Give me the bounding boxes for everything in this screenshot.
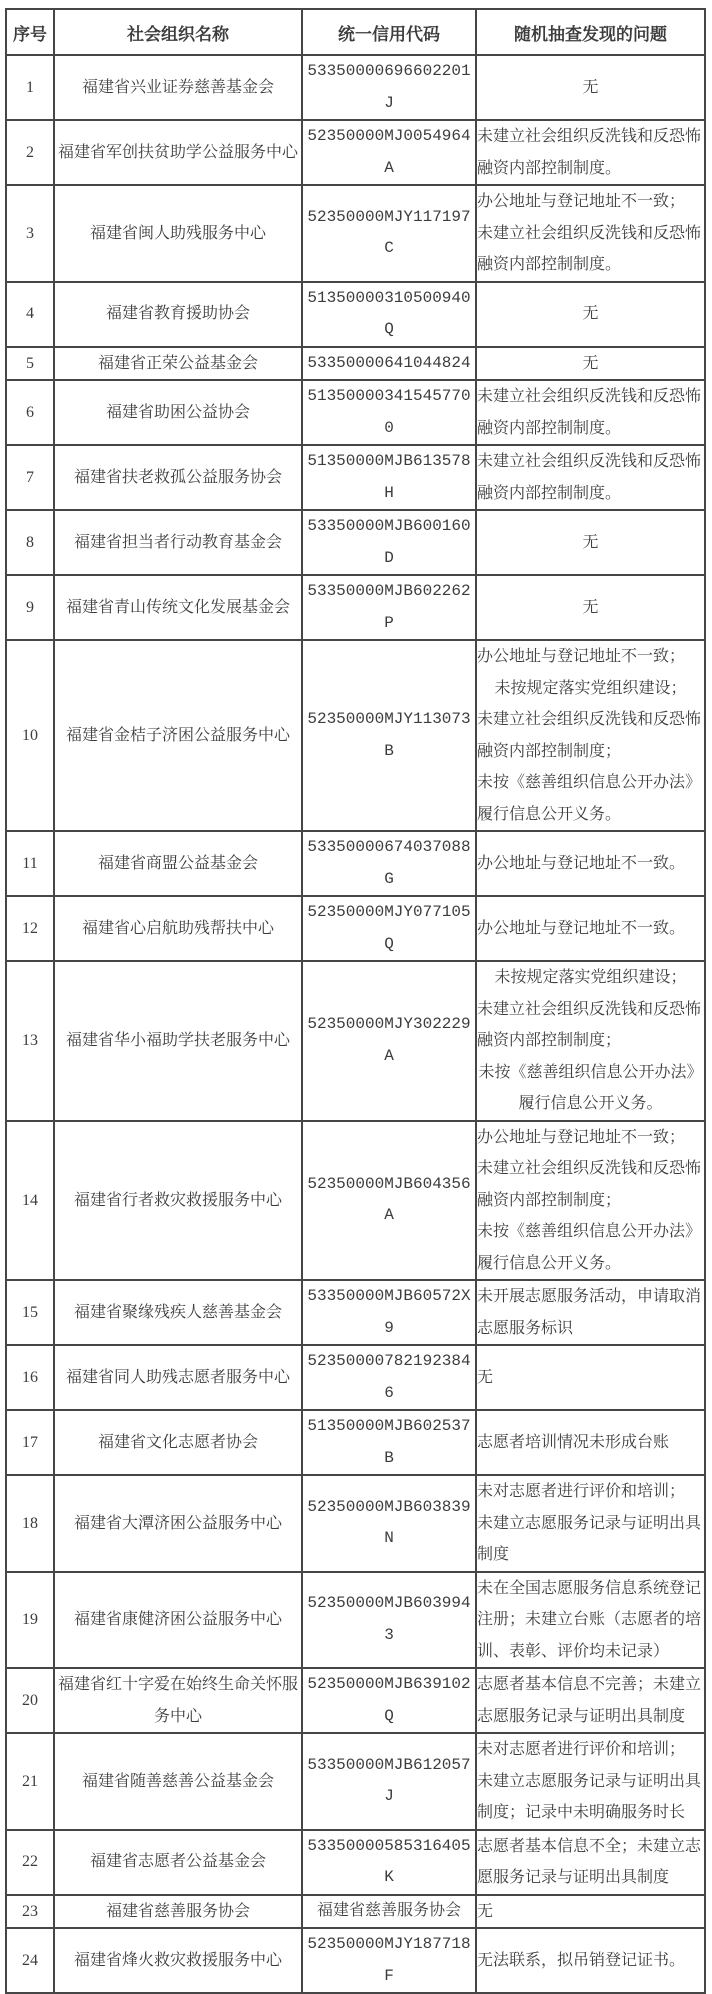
org-name-cell: 福建省闽人助残服务中心: [54, 185, 302, 282]
credit-code-cell: 53350000696602201J: [302, 55, 476, 120]
issue-item: 无: [477, 1902, 494, 1920]
org-name-cell: 福建省教育援助协会: [54, 282, 302, 347]
org-name-cell: 福建省金桔子济困公益服务中心: [54, 640, 302, 831]
index-cell: 18: [6, 1475, 54, 1572]
issue-item: 无: [582, 354, 599, 372]
issue-item: 未按规定落实党组织建设；: [494, 969, 687, 986]
table-row: [6, 1280, 705, 1345]
table-row: [6, 640, 705, 831]
index-cell: 19: [6, 1572, 54, 1669]
issue-item: 无: [582, 305, 599, 323]
credit-code-cell: 53350000MJB612057J: [302, 1733, 476, 1830]
table-row: [6, 55, 705, 120]
issues-cell: [476, 1345, 705, 1410]
issue-item: 未建立社会组织反洗钱和反恐怖融资内部控制制度；: [477, 1000, 702, 1049]
org-name-cell: 福建省助困公益协会: [54, 380, 302, 445]
index-cell: 8: [6, 510, 54, 575]
issues-cell: [476, 1410, 705, 1475]
issues-cell: [476, 961, 705, 1121]
table-row: [6, 1345, 705, 1410]
issue-item: 未建立志愿服务记录与证明出具制度: [477, 1514, 702, 1563]
issues-cell: [476, 831, 705, 896]
issues-cell: [476, 1830, 705, 1895]
table-row: [6, 1928, 705, 1993]
issue-item: 无法联系，拟吊销登记证书。: [477, 1951, 686, 1969]
issue-item: 无: [582, 533, 599, 551]
table-row: [6, 1830, 705, 1895]
index-cell: 10: [6, 640, 54, 831]
issue-item: 办公地址与登记地址不一致；: [477, 1128, 686, 1146]
issue-item: 无: [582, 78, 599, 96]
table-row: [6, 510, 705, 575]
credit-code-cell: 53350000MJB602262P: [302, 575, 476, 640]
issue-item: 未对志愿者进行评价和培训；: [477, 1483, 686, 1500]
header-row: [6, 9, 705, 55]
index-cell: 13: [6, 961, 54, 1121]
org-name-cell: 福建省同人助残志愿者服务中心: [54, 1345, 302, 1410]
issue-item: 志愿者基本信息不全；未建立志愿服务记录与证明出具制度: [477, 1837, 702, 1886]
org-name-cell: 福建省心启航助残帮扶中心: [54, 896, 302, 961]
table-row: [6, 1121, 705, 1281]
index-cell: 20: [6, 1668, 54, 1733]
issue-item: 未建立社会组织反洗钱和反恐怖融资内部控制制度。: [477, 453, 702, 502]
credit-code-cell: 523500007821923846: [302, 1345, 476, 1410]
issues-cell: [476, 1928, 705, 1993]
issue-item: 未建立社会组织反洗钱和反恐怖融资内部控制制度。: [477, 388, 702, 437]
index-cell: 22: [6, 1830, 54, 1895]
org-name-cell: 福建省聚缘残疾人慈善基金会: [54, 1280, 302, 1345]
credit-code-cell: 52350000MJ0054964A: [302, 120, 476, 185]
issue-item: 未按规定落实党组织建设；: [494, 679, 687, 697]
index-cell: 11: [6, 831, 54, 896]
issues-cell: [476, 1280, 705, 1345]
issues-cell: [476, 1475, 705, 1572]
org-name-cell: 福建省大潭济困公益服务中心: [54, 1475, 302, 1572]
credit-code-cell: 51350000MJB613578H: [302, 445, 476, 510]
credit-code-cell: 513500003415457700: [302, 380, 476, 445]
org-name-cell: 福建省行者救灾救援服务中心: [54, 1121, 302, 1281]
credit-code-cell: 52350000MJY302229A: [302, 961, 476, 1121]
org-name-cell: 福建省担当者行动教育基金会: [54, 510, 302, 575]
issue-item: 未建立社会组织反洗钱和反恐怖融资内部控制制度。: [477, 128, 702, 177]
credit-code-cell: 52350000MJY117197C: [302, 185, 476, 282]
issues-cell: [476, 1668, 705, 1733]
org-name-cell: 福建省康健济困公益服务中心: [54, 1572, 302, 1669]
index-cell: 16: [6, 1345, 54, 1410]
index-cell: 21: [6, 1733, 54, 1830]
issues-cell: [476, 55, 705, 120]
issue-item: 未建立社会组织反洗钱和反恐怖融资内部控制制度。: [477, 224, 702, 273]
org-name-cell: 福建省烽火救灾救援服务中心: [54, 1928, 302, 1993]
issue-item: 未建立志愿服务记录与证明出具制度；记录中未明确服务时长: [477, 1772, 702, 1821]
credit-code-cell: 52350000MJB604356A: [302, 1121, 476, 1281]
issue-item: 未在全国志愿服务信息系统登记注册；未建立台账（志愿者的培训、表彰、评价均未记录）: [477, 1579, 702, 1660]
table-row: [6, 1572, 705, 1669]
table-row: [6, 961, 705, 1121]
credit-code-cell: 53350000MJB60572X9: [302, 1280, 476, 1345]
issues-cell: [476, 1733, 705, 1830]
index-cell: 9: [6, 575, 54, 640]
issue-item: 未建立社会组织反洗钱和反恐怖融资内部控制制度；: [477, 1160, 702, 1209]
credit-code-cell: 52350000MJB603839N: [302, 1475, 476, 1572]
credit-code-cell: 福建省慈善服务协会: [302, 1895, 476, 1929]
issue-item: 未按《慈善组织信息公开办法》履行信息公开义务。: [477, 774, 702, 823]
table-row: [6, 347, 705, 381]
index-cell: 7: [6, 445, 54, 510]
credit-code-cell: 53350000641044824: [302, 347, 476, 381]
credit-code-cell: 53350000585316405K: [302, 1830, 476, 1895]
org-name-cell: 福建省兴业证券慈善基金会: [54, 55, 302, 120]
issues-cell: [476, 896, 705, 961]
issue-item: 志愿者基本信息不完善；未建立志愿服务记录与证明出具制度: [477, 1676, 702, 1725]
issues-cell: [476, 510, 705, 575]
index-cell: 24: [6, 1928, 54, 1993]
table-row: [6, 831, 705, 896]
issue-item: 未开展志愿服务活动，申请取消志愿服务标识: [477, 1288, 702, 1337]
table-row: [6, 575, 705, 640]
credit-code-cell: 53350000674037088G: [302, 831, 476, 896]
col-header-credit-code: 统一信用代码: [302, 9, 476, 55]
issues-cell: [476, 640, 705, 831]
org-name-cell: 福建省红十字爱在始终生命关怀服务中心: [54, 1668, 302, 1733]
issue-item: 未按《慈善组织信息公开办法》履行信息公开义务。: [478, 1063, 703, 1112]
table-row: [6, 1410, 705, 1475]
credit-code-cell: 52350000MJY113073B: [302, 640, 476, 831]
issues-cell: [476, 347, 705, 381]
table-row: [6, 185, 705, 282]
issue-item: 志愿者培训情况未形成台账: [477, 1433, 670, 1451]
index-cell: 4: [6, 282, 54, 347]
org-name-cell: 福建省慈善服务协会: [54, 1895, 302, 1929]
issues-cell: [476, 575, 705, 640]
col-header-index: 序号: [6, 9, 54, 55]
index-cell: 15: [6, 1280, 54, 1345]
issue-item: 未按《慈善组织信息公开办法》履行信息公开义务。: [477, 1223, 702, 1272]
org-name-cell: 福建省扶老救孤公益服务协会: [54, 445, 302, 510]
issue-item: 无: [582, 598, 599, 616]
table-body: [6, 55, 705, 1993]
table-row: [6, 282, 705, 347]
org-name-cell: 福建省志愿者公益基金会: [54, 1830, 302, 1895]
issue-item: 未建立社会组织反洗钱和反恐怖融资内部控制制度；: [477, 711, 702, 760]
issues-cell: [476, 445, 705, 510]
credit-code-cell: 51350000MJB602537B: [302, 1410, 476, 1475]
credit-code-cell: 51350000310500940Q: [302, 282, 476, 347]
col-header-org-name: 社会组织名称: [54, 9, 302, 55]
org-name-cell: 福建省青山传统文化发展基金会: [54, 575, 302, 640]
org-name-cell: 福建省正荣公益基金会: [54, 347, 302, 381]
org-name-cell: 福建省华小福助学扶老服务中心: [54, 961, 302, 1121]
issues-cell: [476, 1572, 705, 1669]
table-row: [6, 896, 705, 961]
table-row: [6, 380, 705, 445]
issue-item: 未对志愿者进行评价和培训；: [477, 1741, 686, 1758]
issue-item: 无: [477, 1368, 494, 1386]
org-name-cell: 福建省军创扶贫助学公益服务中心: [54, 120, 302, 185]
org-name-cell: 福建省文化志愿者协会: [54, 1410, 302, 1475]
issues-cell: [476, 1895, 705, 1929]
org-name-cell: 福建省随善慈善公益基金会: [54, 1733, 302, 1830]
issues-cell: [476, 282, 705, 347]
index-cell: 14: [6, 1121, 54, 1281]
index-cell: 17: [6, 1410, 54, 1475]
issue-item: 办公地址与登记地址不一致；: [477, 648, 686, 665]
inspection-table: [5, 8, 706, 1994]
issue-item: 办公地址与登记地址不一致。: [477, 919, 686, 937]
issues-cell: [476, 120, 705, 185]
credit-code-cell: 52350000MJB639102Q: [302, 1668, 476, 1733]
table-row: [6, 1668, 705, 1733]
credit-code-cell: 52350000MJB6039943: [302, 1572, 476, 1669]
table-row: [6, 445, 705, 510]
issues-cell: [476, 380, 705, 445]
issue-item: 办公地址与登记地址不一致；: [477, 193, 686, 210]
credit-code-cell: 52350000MJY077105Q: [302, 896, 476, 961]
index-cell: 6: [6, 380, 54, 445]
table-header-row: [6, 9, 705, 55]
index-cell: 12: [6, 896, 54, 961]
issue-item: 办公地址与登记地址不一致。: [477, 854, 686, 872]
index-cell: 2: [6, 120, 54, 185]
table-row: [6, 120, 705, 185]
table-row: [6, 1475, 705, 1572]
index-cell: 23: [6, 1895, 54, 1929]
col-header-issues: 随机抽查发现的问题: [476, 9, 705, 55]
table-row: [6, 1733, 705, 1830]
credit-code-cell: 53350000MJB600160D: [302, 510, 476, 575]
table-row: [6, 1895, 705, 1929]
issues-cell: [476, 185, 705, 282]
index-cell: 5: [6, 347, 54, 381]
index-cell: 3: [6, 185, 54, 282]
credit-code-cell: 52350000MJY187718F: [302, 1928, 476, 1993]
index-cell: 1: [6, 55, 54, 120]
issues-cell: [476, 1121, 705, 1281]
org-name-cell: 福建省商盟公益基金会: [54, 831, 302, 896]
